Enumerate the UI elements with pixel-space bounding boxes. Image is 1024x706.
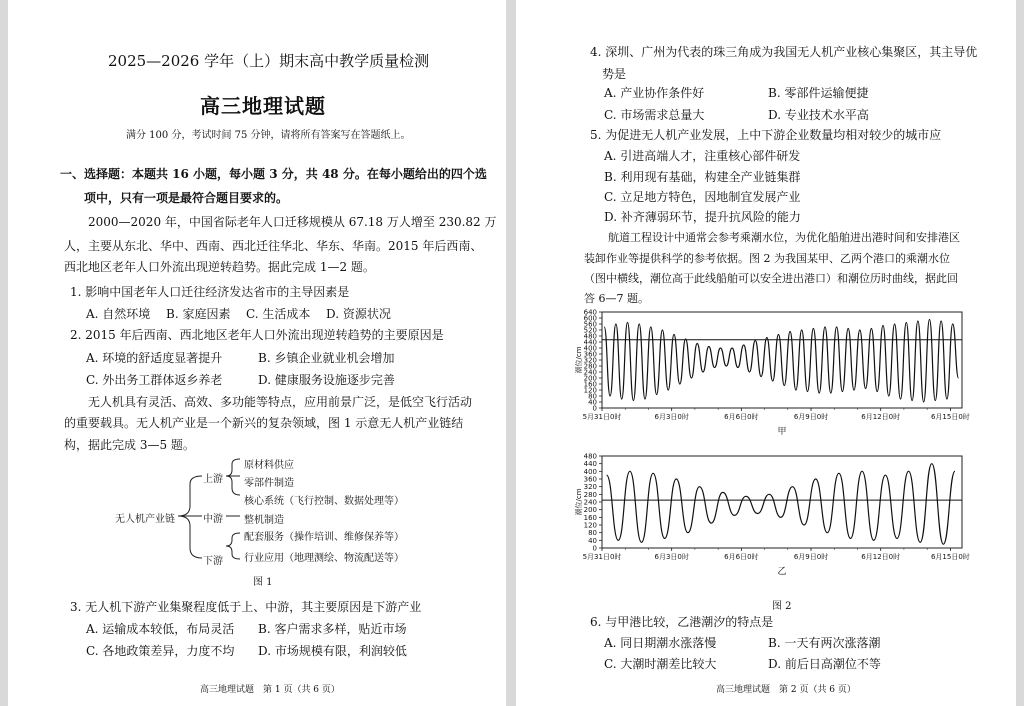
section1-heading-line1: 一、选择题：本题共 16 小题，每小题 3 分，共 48 分。在每小题给出的四个选 bbox=[60, 167, 487, 181]
y-tick-label: 640 bbox=[583, 308, 597, 317]
q4-option-c[interactable]: C. 市场需求总量大 bbox=[604, 108, 705, 122]
x-tick-label: 6月9日0时 bbox=[793, 553, 829, 561]
q5-option-c[interactable]: C. 立足地方特色，因地制宜发展产业 bbox=[604, 190, 801, 204]
passage1-line: 2000—2020 年，中国省际老年人口迁移规模从 67.18 万人增至 230.82 万 bbox=[88, 215, 497, 229]
y-tick-label: 480 bbox=[583, 332, 597, 341]
tide-curve bbox=[604, 320, 958, 403]
figure-1-caption: 图 1 bbox=[253, 577, 273, 588]
chart-title: 甲 bbox=[777, 427, 787, 437]
passage3-line: （图中横线，潮位高于此线船舶可以安全进出港口）和潮位历时曲线，据此回 bbox=[584, 272, 958, 285]
upstream-label: 上游 bbox=[203, 474, 223, 485]
y-tick-label: 360 bbox=[583, 475, 597, 484]
y-tick-label: 0 bbox=[592, 544, 597, 553]
q6-option-c[interactable]: C. 大潮时潮差比较大 bbox=[604, 657, 717, 671]
x-tick-label: 5月31日0时 bbox=[582, 413, 622, 421]
passage2-line: 构，据此完成 3—5 题。 bbox=[64, 438, 195, 452]
y-tick-label: 320 bbox=[583, 356, 597, 365]
y-axis-label: 潮位/cm bbox=[575, 488, 583, 516]
exam-page-2 bbox=[516, 0, 1016, 706]
y-tick-label: 40 bbox=[588, 398, 597, 407]
question-2-stem: 2. 2015 年后西南、西北地区老年人口外流出现逆转趋势的主要原因是 bbox=[70, 328, 444, 342]
q6-option-a[interactable]: A. 同日期潮水涨落慢 bbox=[604, 636, 717, 650]
y-tick-label: 120 bbox=[583, 386, 597, 395]
exam-page-1 bbox=[8, 0, 506, 706]
y-tick-label: 400 bbox=[583, 467, 597, 476]
subject-title: 高三地理试题 bbox=[200, 94, 326, 118]
y-tick-label: 520 bbox=[583, 326, 597, 335]
q4-option-b[interactable]: B. 零部件运输便捷 bbox=[768, 86, 869, 100]
q4-option-d[interactable]: D. 专业技术水平高 bbox=[768, 108, 869, 122]
passage3-line: 装卸作业等提供科学的参考依据。图 2 为我国某甲、乙两个港口的乘潮水位 bbox=[584, 252, 950, 265]
page-footer: 高三地理试题 第 2 页（共 6 页） bbox=[716, 685, 856, 695]
q1-option-a[interactable]: A. 自然环境 bbox=[86, 307, 151, 321]
q1-option-c[interactable]: C. 生活成本 bbox=[246, 307, 311, 321]
tide-curve bbox=[607, 464, 955, 545]
x-tick-label: 6月12日0时 bbox=[861, 553, 901, 561]
x-tick-label: 6月9日0时 bbox=[793, 413, 829, 421]
y-tick-label: 400 bbox=[583, 344, 597, 353]
q5-option-d[interactable]: D. 补齐薄弱环节，提升抗风险的能力 bbox=[604, 210, 801, 224]
question-5-stem: 5. 为促进无人机产业发展，上中下游企业数量均相对较少的城市应 bbox=[590, 128, 942, 142]
y-tick-label: 40 bbox=[588, 536, 597, 545]
x-tick-label: 6月3日0时 bbox=[654, 413, 689, 421]
chart-title: 乙 bbox=[777, 567, 787, 577]
q5-option-a[interactable]: A. 引进高端人才，注重核心部件研发 bbox=[604, 149, 801, 163]
y-tick-label: 440 bbox=[583, 338, 597, 347]
y-tick-label: 280 bbox=[583, 362, 597, 371]
y-axis-label: 潮位/cm bbox=[575, 346, 583, 374]
exam-title: 2025—2026 学年（上）期末高中教学质量检测 bbox=[108, 52, 430, 70]
x-tick-label: 6月15日0时 bbox=[930, 553, 970, 561]
q5-option-b[interactable]: B. 利用现有基础，构建全产业链集群 bbox=[604, 170, 801, 184]
x-tick-label: 6月6日0时 bbox=[724, 413, 759, 421]
tree-root-label: 无人机产业链 bbox=[115, 514, 175, 525]
x-tick-label: 6月3日0时 bbox=[654, 553, 689, 561]
x-tick-label: 6月12日0时 bbox=[861, 413, 901, 421]
downstream-brace bbox=[224, 530, 244, 564]
y-tick-label: 480 bbox=[583, 452, 597, 461]
q3-option-c[interactable]: C. 各地政策差异，力度不均 bbox=[86, 644, 235, 658]
q1-option-b[interactable]: B. 家庭因素 bbox=[166, 307, 231, 321]
y-tick-label: 80 bbox=[588, 529, 597, 538]
y-tick-label: 80 bbox=[588, 392, 597, 401]
q3-option-d[interactable]: D. 市场规模有限，利润较低 bbox=[258, 644, 407, 658]
downstream-item: 行业应用（地理测绘、物流配送等） bbox=[244, 553, 404, 564]
passage1-line: 人，主要从东北、华中、西南、西北迁往华北、华东、华南。2015 年后西南、 bbox=[64, 239, 483, 253]
y-tick-label: 440 bbox=[583, 460, 597, 469]
upstream-item: 零部件制造 bbox=[244, 478, 294, 489]
downstream-label: 下游 bbox=[203, 556, 223, 567]
q2-option-b[interactable]: B. 乡镇企业就业机会增加 bbox=[258, 351, 395, 365]
tide-chart-yi bbox=[572, 450, 972, 586]
q6-option-b[interactable]: B. 一天有两次涨落潮 bbox=[768, 636, 881, 650]
passage2-line: 的重要载具。无人机产业是一个新兴的复杂领域，图 1 示意无人机产业链结 bbox=[64, 416, 464, 430]
y-tick-label: 160 bbox=[583, 380, 597, 389]
tide-chart-jia bbox=[572, 304, 972, 450]
upstream-item: 原材料供应 bbox=[244, 460, 294, 471]
y-tick-label: 320 bbox=[583, 483, 597, 492]
question-3-stem: 3. 无人机下游产业集聚程度低于上、中游，其主要原因是下游产业 bbox=[70, 600, 422, 614]
plot-frame bbox=[602, 456, 962, 548]
passage3-line: 答 6—7 题。 bbox=[584, 292, 649, 305]
midstream-label: 中游 bbox=[203, 514, 223, 525]
y-tick-label: 200 bbox=[583, 506, 597, 515]
passage2-line: 无人机具有灵活、高效、多功能等特点，应用前景广泛，是低空飞行活动 bbox=[88, 395, 473, 409]
upstream-brace bbox=[224, 456, 244, 500]
y-tick-label: 120 bbox=[583, 521, 597, 530]
y-tick-label: 200 bbox=[583, 374, 597, 383]
q2-option-d[interactable]: D. 健康服务设施逐步完善 bbox=[258, 373, 395, 387]
passage1-line: 西北地区老年人口外流出现逆转趋势。据此完成 1—2 题。 bbox=[64, 260, 375, 274]
q4-option-a[interactable]: A. 产业协作条件好 bbox=[604, 86, 705, 100]
downstream-item: 配套服务（操作培训、维修保养等） bbox=[244, 532, 404, 543]
upstream-item: 核心系统（飞行控制、数据处理等） bbox=[244, 496, 404, 507]
q6-option-d[interactable]: D. 前后日高潮位不等 bbox=[768, 657, 881, 671]
x-tick-label: 6月6日0时 bbox=[724, 553, 759, 561]
y-tick-label: 280 bbox=[583, 490, 597, 499]
midstream-item: 整机制造 bbox=[244, 515, 284, 526]
q1-option-d[interactable]: D. 资源状况 bbox=[326, 307, 391, 321]
y-tick-label: 600 bbox=[583, 314, 597, 323]
section1-heading-line2: 项中，只有一项是最符合题目要求的。 bbox=[84, 191, 289, 205]
y-tick-label: 0 bbox=[592, 404, 597, 413]
exam-instructions: 满分 100 分，考试时间 75 分钟，请将所有答案写在答题纸上。 bbox=[126, 130, 411, 141]
question-6-stem: 6. 与甲港比较，乙港潮汐的特点是 bbox=[590, 615, 774, 629]
x-tick-label: 5月31日0时 bbox=[582, 553, 622, 561]
q3-option-b[interactable]: B. 客户需求多样，贴近市场 bbox=[258, 622, 407, 636]
question-1-stem: 1. 影响中国老年人口迁往经济发达省市的主导因素是 bbox=[70, 285, 350, 299]
x-tick-label: 6月15日0时 bbox=[930, 413, 970, 421]
y-tick-label: 360 bbox=[583, 350, 597, 359]
figure-2-caption: 图 2 bbox=[772, 601, 792, 612]
q2-option-a[interactable]: A. 环境的舒适度显著提升 bbox=[86, 351, 223, 365]
question-4-stem-line2: 势是 bbox=[602, 67, 627, 81]
q2-option-c[interactable]: C. 外出务工群体返乡养老 bbox=[86, 373, 223, 387]
midstream-connector bbox=[224, 510, 244, 520]
y-tick-label: 160 bbox=[583, 513, 597, 522]
y-tick-label: 240 bbox=[583, 498, 597, 507]
q3-option-a[interactable]: A. 运输成本较低，布局灵活 bbox=[86, 622, 235, 636]
y-tick-label: 240 bbox=[583, 368, 597, 377]
y-tick-label: 560 bbox=[583, 320, 597, 329]
page-footer: 高三地理试题 第 1 页（共 6 页） bbox=[200, 685, 340, 695]
passage3-line: 航道工程设计中通常会参考乘潮水位，为优化船舶进出港时间和安排港区 bbox=[608, 231, 960, 244]
question-4-stem-line1: 4. 深圳、广州为代表的珠三角成为我国无人机产业核心集聚区，其主导优 bbox=[590, 45, 978, 59]
